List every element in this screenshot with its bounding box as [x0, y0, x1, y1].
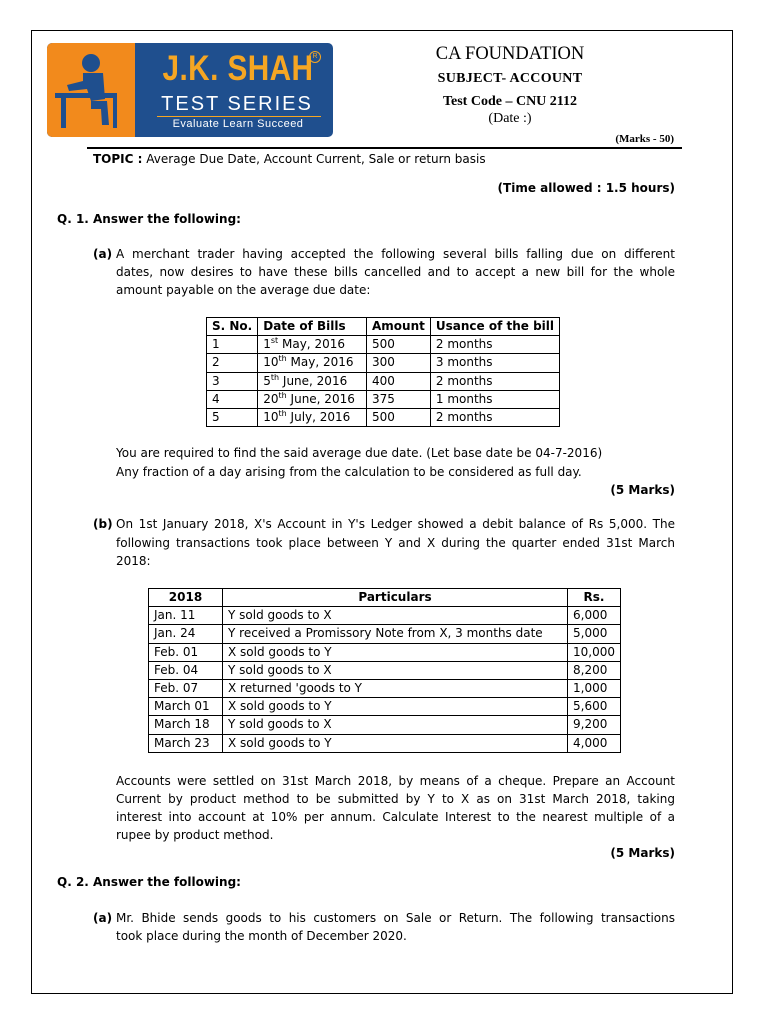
q1a-after-1: You are required to find the said average due date. (Let base date be 04-7-2016)	[116, 446, 603, 460]
cell-date: Jan. 24	[149, 625, 223, 643]
table-row	[207, 354, 560, 372]
cell-sno: 2	[207, 354, 258, 372]
date-rest: July, 2016	[286, 410, 351, 425]
q1a-marks: (5 Marks)	[610, 483, 675, 497]
cell-rs: 9,200	[568, 716, 621, 734]
topic-label: TOPIC :	[93, 152, 143, 166]
table-row	[207, 390, 560, 408]
table-row	[149, 716, 621, 734]
cell-usance: 2 months	[430, 372, 559, 390]
q2a-line-2: took place during the month of December 2020.	[116, 929, 407, 943]
cell-rs: 10,000	[568, 643, 621, 661]
table-row	[149, 698, 621, 716]
date-day: 5	[263, 373, 271, 388]
cell-particulars: X sold goods to Y	[223, 734, 568, 752]
q1b-after-3: interest into account at 10% per annum. Calculate Interest to the nearest multiple of a	[116, 810, 675, 824]
cell-usance: 2 months	[430, 336, 559, 354]
exam-title: CA FOUNDATION	[435, 44, 585, 64]
cell-particulars: X returned 'goods to Y	[223, 680, 568, 698]
cell-sno: 1	[207, 336, 258, 354]
cell-date: March 23	[149, 734, 223, 752]
table-row	[207, 409, 560, 427]
q1a-line-1: A merchant trader having accepted the following several bills falling due on different	[116, 247, 675, 261]
col-date-header: Date of Bills	[258, 318, 367, 336]
col-usance-header: Usance of the bill	[430, 318, 559, 336]
logo-brand-name: J.K. SHAH	[162, 49, 314, 88]
q1-number: Q. 1.	[57, 212, 89, 226]
logo-series-text: TEST SERIES	[161, 93, 313, 115]
date-suffix: th	[278, 390, 287, 400]
q2-heading: Answer the following:	[93, 875, 241, 889]
topic-text: Average Due Date, Account Current, Sale or return basis	[146, 152, 486, 166]
total-marks: (Marks - 50)	[615, 133, 674, 145]
cell-date: Feb. 01	[149, 643, 223, 661]
cell-date	[258, 372, 367, 390]
col-particulars-header: Particulars	[223, 589, 568, 607]
cell-amount: 400	[367, 372, 431, 390]
cell-rs: 5,600	[568, 698, 621, 716]
test-code: Test Code – CNU 2112	[442, 94, 578, 109]
cell-rs: 8,200	[568, 661, 621, 679]
cell-date	[258, 409, 367, 427]
date-suffix: th	[270, 372, 280, 382]
date-suffix: th	[278, 354, 287, 364]
q1b-marks: (5 Marks)	[610, 846, 675, 860]
date-day: 10	[263, 355, 279, 370]
table-row	[149, 643, 621, 661]
date-rest: June, 2016	[286, 391, 355, 406]
cell-particulars: Y sold goods to X	[223, 607, 568, 625]
date-suffix: st	[270, 336, 279, 346]
cell-amount: 500	[367, 336, 431, 354]
table-row	[149, 607, 621, 625]
cell-rs: 4,000	[568, 734, 621, 752]
table-row	[207, 336, 560, 354]
q1b-label: (b)	[93, 517, 113, 531]
date-suffix: th	[278, 409, 287, 419]
cell-sno: 5	[207, 409, 258, 427]
cell-particulars: X sold goods to Y	[223, 698, 568, 716]
table-row	[149, 661, 621, 679]
date-day: 10	[263, 410, 279, 425]
cell-sno: 3	[207, 372, 258, 390]
q1b-line-1: On 1st January 2018, X's Account in Y's Ledger showed a debit balance of Rs 5,000. The	[116, 517, 675, 531]
q1a-label: (a)	[93, 247, 113, 261]
cell-date: March 01	[149, 698, 223, 716]
cell-amount: 300	[367, 354, 431, 372]
cell-sno: 4	[207, 390, 258, 408]
cell-particulars: Y sold goods to X	[223, 661, 568, 679]
q1a-after-2: Any fraction of a day arising from the calculation to be considered as full day.	[116, 465, 582, 479]
cell-date: Feb. 04	[149, 661, 223, 679]
cell-date	[258, 390, 367, 408]
col-sno-header: S. No.	[207, 318, 258, 336]
col-year-header: 2018	[149, 589, 223, 607]
q1a-line-3: amount payable on the average due date:	[116, 283, 371, 297]
bills-table	[206, 317, 560, 427]
date-day: 20	[263, 391, 279, 406]
table-row	[149, 625, 621, 643]
cell-rs: 1,000	[568, 680, 621, 698]
logo-divider	[157, 116, 321, 117]
q1b-after-4: rupee by product method.	[116, 828, 274, 842]
cell-particulars: X sold goods to Y	[223, 643, 568, 661]
time-allowed: (Time allowed : 1.5 hours)	[497, 181, 675, 195]
header-rule	[87, 147, 682, 149]
logo-tagline: Evaluate Learn Succeed	[172, 118, 304, 130]
jk-shah-logo	[47, 43, 333, 137]
cell-usance: 1 months	[430, 390, 559, 408]
col-amount-header: Amount	[367, 318, 431, 336]
q1a-line-2: dates, now desires to have these bills cancelled and to accept a new bill for the whole	[116, 265, 675, 279]
cell-date: March 18	[149, 716, 223, 734]
student-at-desk-icon	[47, 43, 135, 137]
cell-usance: 2 months	[430, 409, 559, 427]
cell-amount: 375	[367, 390, 431, 408]
q1b-after-1: Accounts were settled on 31st March 2018, by means of a cheque. Prepare an Account	[116, 774, 675, 788]
cell-rs: 5,000	[568, 625, 621, 643]
table-row	[207, 372, 560, 390]
cell-date	[258, 354, 367, 372]
logo-orange-panel	[47, 43, 135, 137]
cell-date: Jan. 11	[149, 607, 223, 625]
cell-particulars: Y received a Promissory Note from X, 3 months date	[223, 625, 568, 643]
table-row	[149, 680, 621, 698]
q1-heading: Answer the following:	[93, 212, 241, 226]
col-rs-header: Rs.	[568, 589, 621, 607]
q2a-label: (a)	[93, 911, 113, 925]
q1b-line-3: 2018:	[116, 554, 151, 568]
registered-mark-icon: R	[309, 51, 321, 63]
q2a-line-1: Mr. Bhide sends goods to his customers on Sale or Return. The following transactions	[116, 911, 675, 925]
q2-number: Q. 2.	[57, 875, 89, 889]
date-rest: May, 2016	[278, 337, 345, 352]
transactions-table	[148, 588, 621, 753]
q1b-line-2: following transactions took place between Y and X during the quarter ended 31st March	[116, 536, 675, 550]
q1b-after-2: Current by product method to be submitted by Y to X as on 31st March 2018, taking	[116, 792, 675, 806]
exam-subject: SUBJECT- ACCOUNT	[437, 71, 583, 86]
cell-amount: 500	[367, 409, 431, 427]
date-rest: May, 2016	[286, 355, 354, 370]
cell-usance: 3 months	[430, 354, 559, 372]
exam-date: (Date :)	[488, 111, 532, 126]
date-day: 1	[263, 337, 271, 352]
cell-particulars: Y sold goods to X	[223, 716, 568, 734]
table-header-row	[207, 318, 560, 336]
table-row	[149, 734, 621, 752]
cell-date	[258, 336, 367, 354]
cell-date: Feb. 07	[149, 680, 223, 698]
cell-rs: 6,000	[568, 607, 621, 625]
topic-line	[93, 150, 486, 168]
table-header-row	[149, 589, 621, 607]
date-rest: June, 2016	[279, 373, 348, 388]
